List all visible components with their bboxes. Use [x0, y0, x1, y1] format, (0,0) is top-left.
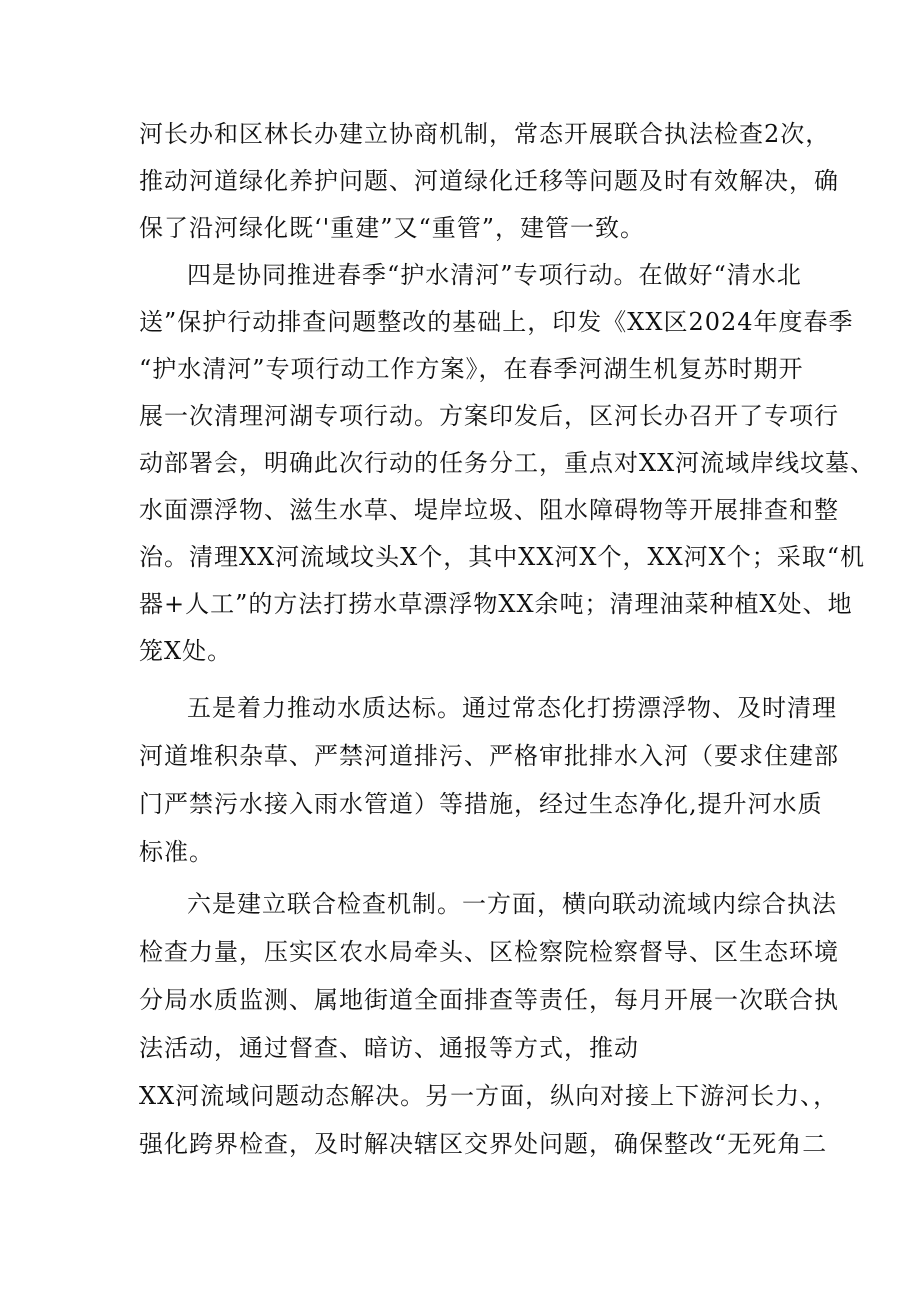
text-line-6: “护水清河”专项行动工作方案》，在春季河湖生机复苏时期开: [139, 355, 804, 383]
text-line-22: 强化跨界检查，及时解决辖区交界处问题，确保整改“无死角二: [139, 1130, 828, 1158]
text-line-12: 笼X处。: [139, 637, 233, 665]
text-line-9: 水面漂浮物、滋生水草、堤岸垃圾、阻水障碍物等开展排查和整: [139, 496, 839, 524]
text-line-18: 检查力量，压实区农水局牵头、区检察院检察督导、区生态环境: [139, 938, 839, 966]
text-line-14: 河道堆积杂草、严禁河道排污、严格审批排水入河（要求住建部: [139, 742, 839, 770]
text-line-11: 器+人工”的方法打捞水草漂浮物XX余吨；清理油菜种植X处、地: [139, 590, 853, 618]
text-line-16: 标准。: [139, 838, 214, 866]
text-line-19: 分局水质监测、属地街道全面排查等责任，每月开展一次联合执: [139, 986, 839, 1014]
text-line-20: 法活动，通过督查、暗访、通报等方式，推动: [139, 1034, 639, 1062]
text-line-21: XX河流域问题动态解决。另一方面，纵向对接上下游河长力、，: [139, 1082, 839, 1110]
text-line-17: 六是建立联合检查机制。一方面，横向联动流域内综合执法: [187, 890, 837, 918]
text-line-10: 治。清理XX河流域坟头X个，其中XX河X个，XX河X个；采取“机: [139, 543, 866, 571]
text-line-5: 送”保护行动排查问题整改的基础上，印发《XX区2024年度春季: [139, 308, 854, 336]
text-line-15: 门严禁污水接入雨水管道）等措施，经过生态净化,提升河水质: [139, 790, 823, 818]
text-line-4: 四是协同推进春季“护水清河”专项行动。在做好“清水北: [187, 261, 802, 289]
text-line-13: 五是着力推动水质达标。通过常态化打捞漂浮物、及时清理: [187, 694, 837, 722]
text-line-2: 推动河道绿化养护问题、河道绿化迁移等问题及时有效解决，确: [139, 167, 839, 195]
text-line-8: 动部署会，明确此次行动的任务分工，重点对XX河流域岸线坟墓、: [139, 449, 876, 477]
text-line-3: 保了沿河绿化既‘'重建”又“重管”，建管一致。: [139, 214, 646, 242]
text-line-1: 河长办和区林长办建立协商机制，常态开展联合执法检查2次，: [139, 120, 831, 148]
text-line-7: 展一次清理河湖专项行动。方案印发后，区河长办召开了专项行: [139, 402, 839, 430]
